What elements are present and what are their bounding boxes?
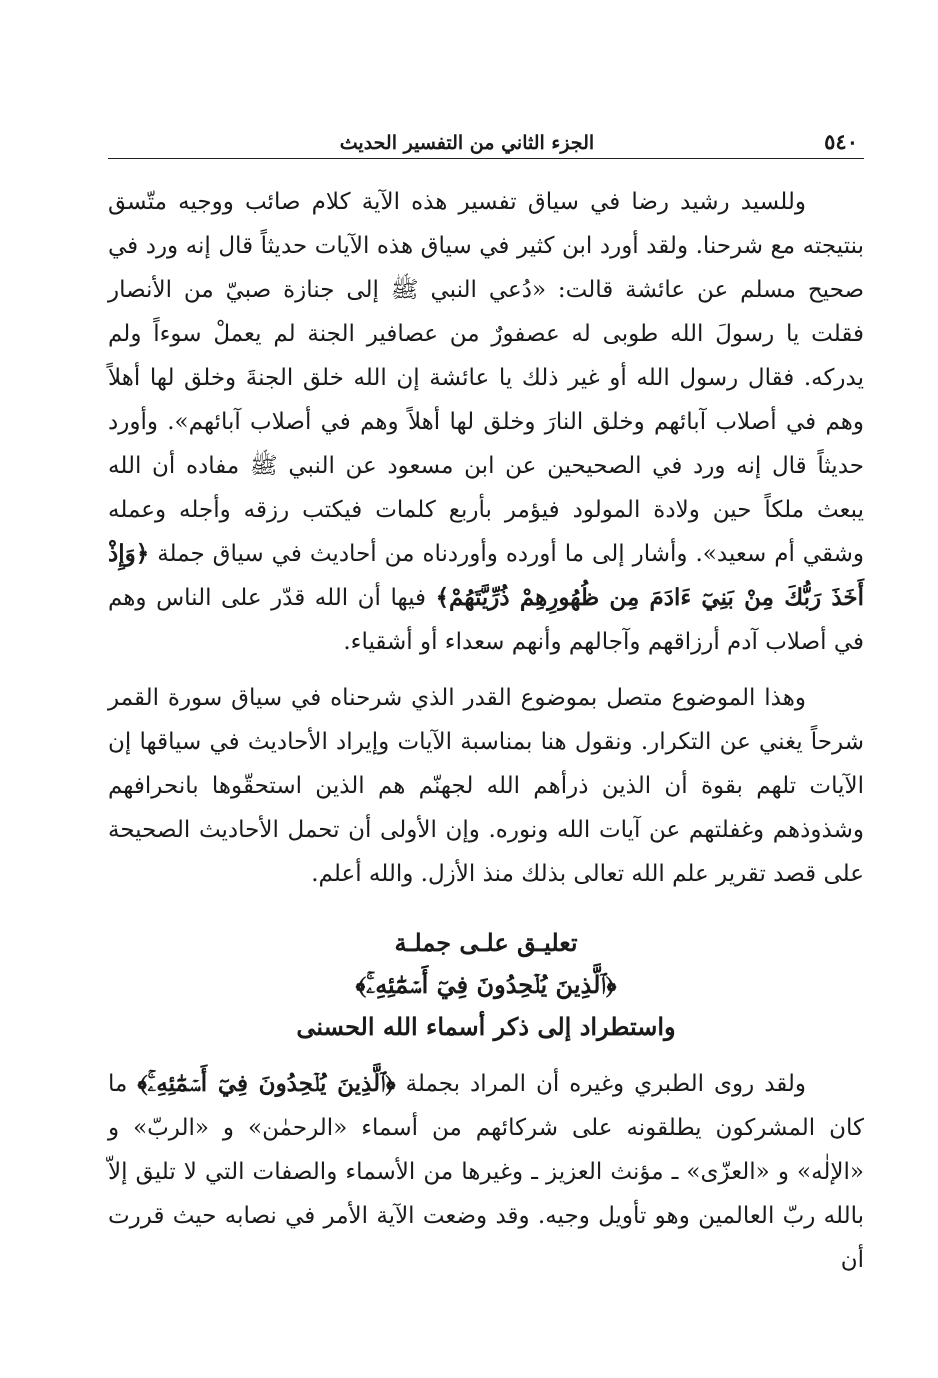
section-quran-phrase: ﴿ٱلَّذِينَ يُلۡحِدُونَ فِيٓ أَسۡمَٰٓئِهِۦۚ﴾: [355, 970, 617, 999]
running-header: [108, 118, 864, 154]
paragraph-2: وهذا الموضوع متصل بموضوع القدر الذي شرحناه في سياق سورة القمر شرحاً يغني عن التكرار. ونقول هنا بمناسبة الآيات وإيراد الأحاديث في سياقها إن الآيات تلهم بقوة أن الذين ذرأهم الله لجهنّم هم الذين استحقّوها بانحرافهم وشذوذهم وغفلتهم عن آيات الله ونوره. وإن الأولى أن تحمل الأحاديث الصحيحة على قصد تقرير علم الله تعالى بذلك منذ الأزل. والله أعلم.: [108, 685, 864, 887]
paragraph-1-text-end: فيها أن الله قدّر على الناس وهم في أصلاب آدم أرزاقهم وآجالهم وأنهم سعداء أو أشقياء.: [108, 585, 864, 655]
paragraph-3-text: ولقد روى الطبري وغيره أن المراد بجملة: [395, 1071, 807, 1097]
paragraph-3: [108, 1062, 864, 1282]
section-subtitle: واستطراد إلى ذكر أسماء الله الحسنى: [296, 1012, 676, 1041]
header-divider: [108, 158, 864, 159]
quran-quote-2: ﴿ٱلَّذِينَ يُلۡحِدُونَ فِيٓ أَسۡمَٰٓئِهِۦۚ﴾: [137, 1070, 396, 1097]
page-number: ٥٤٠: [824, 129, 858, 154]
book-page: [108, 118, 864, 1338]
body-text: [108, 180, 864, 1282]
paragraph-1: [108, 180, 864, 664]
paragraph-3-text-end: ما كان المشركون يطلقونه على شركائهم من أسماء «الرحمٰن» و «الربّ» و «الإلٰه» و «العزّى» ـ مؤنث العزيز ـ وغيرها من الأسماء والصفات التي لا تليق إلاّ بالله ربّ العالمين وهو تأويل وجيه. وقد وضعت الآية الأمر في نصابه حيث قررت أن: [108, 1071, 864, 1273]
running-title: الجزء الثاني من التفسير الحديث: [339, 132, 595, 154]
quran-quote: ﴿وَإِذْ أَخَذَ رَبُّكَ مِنْ بَنِيٓ ءَادَمَ مِن ظُهُورِهِمْ ذُرِّيَّتَهُمْ﴾: [108, 540, 865, 611]
paragraph-1-text: وللسيد رشيد رضا في سياق تفسير هذه الآية كلام صائب ووجيه متّسق بنتيجته مع شرحنا. ولقد أورد ابن كثير في سياق هذه الآيات حديثاً قال إنه ورد في صحيح مسلم عن عائشة قالت: «دُعي النبي ﷺ إلى جنازة صبيّ من الأنصار فقلت يا رسولَ الله طوبى له عصفورٌ من عصافير الجنة لم يعملْ سوءاً ولم يدركه. فقال رسول الله أو غير ذلك يا عائشة إن الله خلق الجنةَ وخلق لها أهلاً وهم في أصلاب آبائهم وخلق النارَ وخلق لها أهلاً وهم في أصلاب آبائهم». وأورد حديثاً قال إنه ورد في الصحيحين عن ابن مسعود عن النبي ﷺ مفاده أن الله يبعث ملكاً حين ولادة المولود فيؤمر بأربع كلمات فيكتب رزقه وأجله وعمله وشقي أم سعيد». وأشار إلى ما أورده وأوردناه من أحاديث في سياق جملة: [108, 189, 864, 567]
section-heading: [108, 922, 864, 1048]
section-title: تعليـق علـى جملـة: [394, 928, 578, 957]
